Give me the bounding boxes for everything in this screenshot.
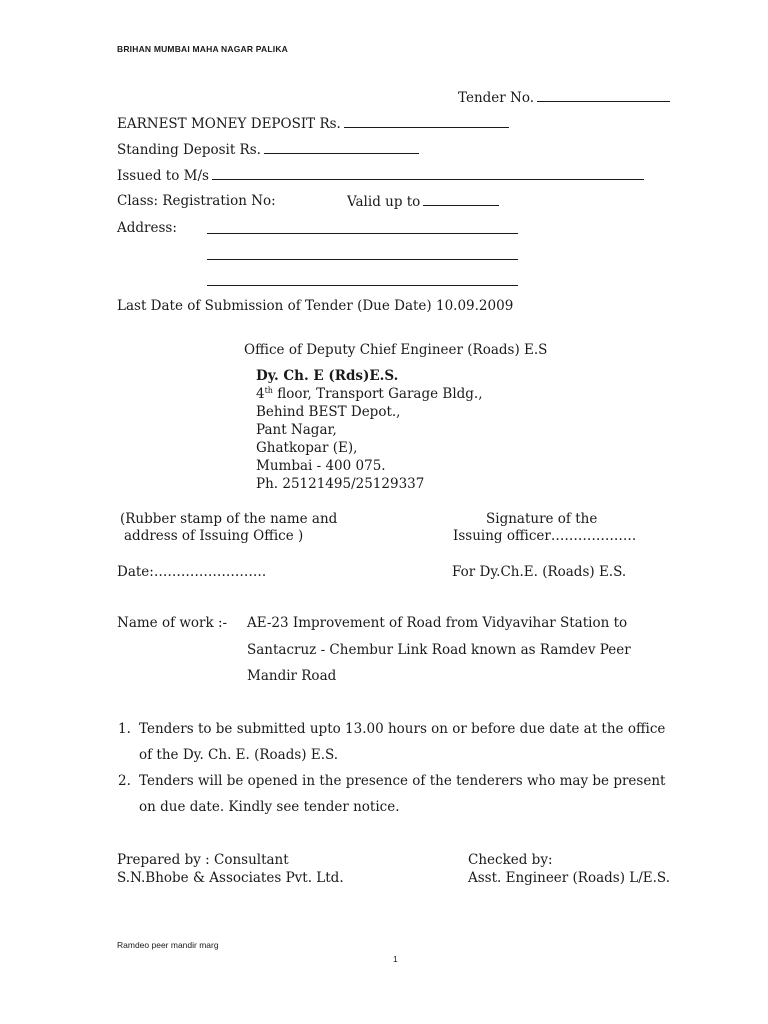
for-dy-che-label: For Dy.Ch.E. (Roads) E.S. [452,564,627,580]
stamp-label-line-2: address of Issuing Office ) [124,528,304,544]
tender-no-label: Tender No. [458,90,535,106]
address-label: Address: [117,220,177,236]
standing-deposit-row [117,140,419,159]
issued-to-row [117,166,644,185]
work-line-2: Santacruz - Chembur Link Road known as Ramdev Peer [247,642,631,658]
floor-suffix: th [264,386,273,395]
signature-label-line-2: Issuing officer………………. [453,528,637,544]
tender-no-blank[interactable] [537,88,670,102]
office-address-line-4: Ghatkopar (E), [256,440,358,456]
stamp-label-line-1: (Rubber stamp of the name and [120,511,338,527]
address-line-3[interactable] [207,285,518,286]
tender-no-row [458,88,670,107]
office-address-line-5: Mumbai - 400 075. [256,458,386,474]
emd-label: EARNEST MONEY DEPOSIT Rs. [117,116,341,132]
checked-by-label: Checked by: [468,852,553,868]
valid-up-to-row [347,192,499,211]
issued-to-label: Issued to M/s [117,168,209,184]
note-2-line-1: Tenders will be opened in the presence of the tenderers who may be present [139,773,666,789]
valid-up-to-label: Valid up to [347,194,421,210]
prepared-by-name: S.N.Bhobe & Associates Pvt. Ltd. [117,870,344,886]
emd-row [117,114,509,133]
date-field: Date:……………………. [117,564,267,580]
signature-label-line-1: Signature of the [486,511,598,527]
class-registration-label: Class: Registration No: [117,193,276,209]
footer-text: Ramdeo peer mandir marg [117,940,219,950]
note-1-number: 1. [118,721,131,737]
floor-number: 4 [256,386,265,402]
note-2-number: 2. [118,773,131,789]
emd-blank[interactable] [344,114,509,128]
office-name: Dy. Ch. E (Rds)E.S. [256,368,399,384]
issued-to-blank[interactable] [212,166,644,180]
office-title: Office of Deputy Chief Engineer (Roads) E.S [244,342,548,358]
office-address-line-2: Behind BEST Depot., [256,404,401,420]
note-1-line-1: Tenders to be submitted upto 13.00 hours on or before due date at the office [139,721,666,737]
office-address-line-3: Pant Nagar, [256,422,337,438]
note-2-line-2: on due date. Kindly see tender notice. [139,799,400,815]
office-address-floor [256,385,483,403]
address-line-2[interactable] [207,259,518,260]
standing-deposit-blank[interactable] [264,140,419,154]
floor-rest: floor, Transport Garage Bldg., [272,386,483,402]
work-label: Name of work :- [117,615,228,631]
checked-by-name: Asst. Engineer (Roads) L/E.S. [468,870,670,886]
address-line-1[interactable] [207,233,518,234]
due-date-text: Last Date of Submission of Tender (Due Date) 10.09.2009 [117,298,514,314]
page-number: 1 [393,954,398,964]
prepared-by-label: Prepared by : Consultant [117,852,289,868]
note-1-line-2: of the Dy. Ch. E. (Roads) E.S. [139,747,339,763]
office-phone: Ph. 25121495/25129337 [256,476,425,492]
organization-header: BRIHAN MUMBAI MAHA NAGAR PALIKA [117,44,288,54]
work-line-3: Mandir Road [247,668,337,684]
valid-up-to-blank[interactable] [423,192,499,206]
standing-deposit-label: Standing Deposit Rs. [117,142,261,158]
work-line-1: AE-23 Improvement of Road from Vidyavihar Station to [247,615,628,631]
